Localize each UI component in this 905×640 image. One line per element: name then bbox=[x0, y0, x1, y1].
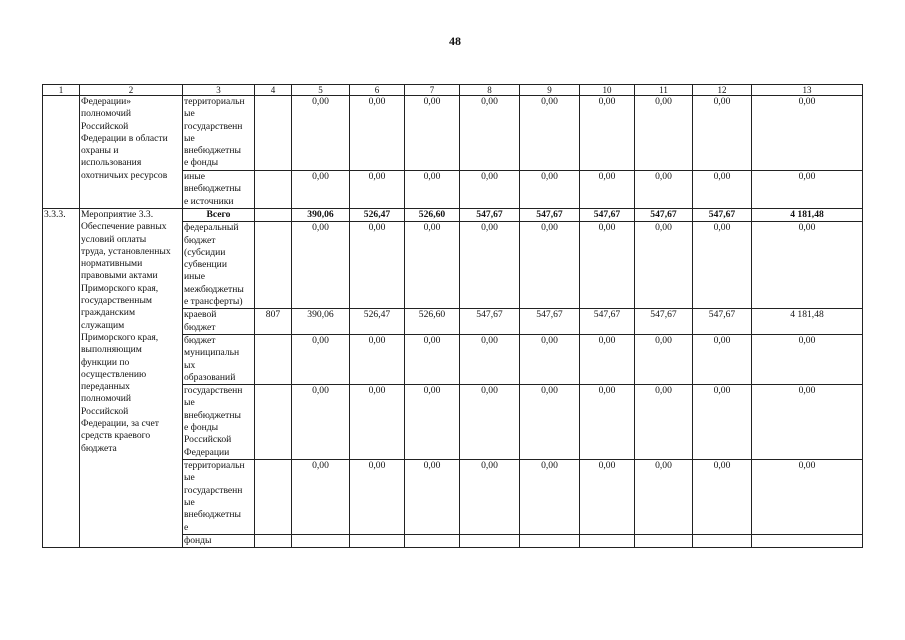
cell-text-line: бюджет bbox=[184, 234, 216, 246]
cell-text-line: государственн bbox=[184, 484, 243, 496]
value-cell bbox=[693, 535, 752, 548]
value-cell bbox=[292, 535, 350, 548]
value-cell: 390,06 bbox=[292, 209, 350, 222]
cell-text-line: ые bbox=[184, 108, 195, 120]
cell-text-line: государственн bbox=[184, 385, 243, 397]
funding-source-cell bbox=[183, 171, 255, 209]
cell-text-line: внебюджетны bbox=[184, 409, 241, 421]
cell-text-line: внебюджетны bbox=[184, 183, 241, 195]
value-cell: 0,00 bbox=[460, 171, 520, 209]
funding-source-cell bbox=[183, 535, 255, 548]
value-cell bbox=[520, 535, 580, 548]
value-cell: 0,00 bbox=[405, 171, 460, 209]
cell-text-line: Приморского края, bbox=[81, 331, 159, 343]
cell-text-line: бюджет bbox=[184, 321, 216, 333]
value-cell: 0,00 bbox=[405, 334, 460, 384]
cell-text-line: краевой bbox=[184, 309, 217, 321]
value-cell: 0,00 bbox=[752, 334, 863, 384]
funding-source-cell bbox=[183, 385, 255, 460]
column-number: 9 bbox=[520, 85, 580, 96]
code-cell bbox=[255, 222, 292, 309]
value-cell: 547,67 bbox=[693, 309, 752, 335]
measure-name-cell bbox=[80, 96, 183, 209]
value-cell: 547,67 bbox=[580, 309, 635, 335]
cell-text-line: территориальн bbox=[184, 96, 245, 107]
value-cell: 0,00 bbox=[580, 171, 635, 209]
value-cell: 0,00 bbox=[635, 96, 693, 171]
budget-table bbox=[42, 84, 863, 548]
value-cell: 526,47 bbox=[350, 209, 405, 222]
column-number: 12 bbox=[693, 85, 752, 96]
column-number: 4 bbox=[255, 85, 292, 96]
value-cell: 0,00 bbox=[460, 222, 520, 309]
cell-text-line: межбюджетны bbox=[184, 283, 244, 295]
value-cell: 547,67 bbox=[520, 309, 580, 335]
cell-text-line: е трансферты) bbox=[184, 296, 243, 308]
cell-text-line: Федерации, за счет bbox=[81, 418, 159, 430]
code-cell bbox=[255, 171, 292, 209]
value-cell: 0,00 bbox=[693, 385, 752, 460]
value-cell: 0,00 bbox=[292, 222, 350, 309]
cell-text-line: нормативными bbox=[81, 258, 143, 270]
value-cell bbox=[580, 535, 635, 548]
cell-text-line: служащим bbox=[81, 319, 125, 331]
value-cell: 0,00 bbox=[405, 96, 460, 171]
value-cell: 0,00 bbox=[693, 96, 752, 171]
value-cell: 0,00 bbox=[520, 96, 580, 171]
row-number-cell: 3.3.3. bbox=[43, 209, 80, 548]
cell-text-line: Российской bbox=[81, 120, 129, 132]
value-cell: 0,00 bbox=[520, 385, 580, 460]
cell-text-line: Федерации bbox=[184, 446, 230, 458]
value-cell: 0,00 bbox=[405, 222, 460, 309]
cell-text-line: иные bbox=[184, 171, 205, 182]
column-number: 2 bbox=[80, 85, 183, 96]
cell-text-line: средств краевого bbox=[81, 430, 151, 442]
cell-text-line: государственн bbox=[184, 120, 243, 132]
cell-text-line: е фонды bbox=[184, 157, 219, 169]
value-cell: 0,00 bbox=[350, 334, 405, 384]
cell-text-line: функции по bbox=[81, 356, 130, 368]
value-cell: 0,00 bbox=[580, 96, 635, 171]
value-cell bbox=[460, 535, 520, 548]
cell-text-line: переданных bbox=[81, 381, 130, 393]
value-cell: 4 181,48 bbox=[752, 209, 863, 222]
value-cell: 547,67 bbox=[693, 209, 752, 222]
value-cell: 0,00 bbox=[580, 334, 635, 384]
value-cell: 526,47 bbox=[350, 309, 405, 335]
cell-text-line: бюджета bbox=[81, 442, 117, 454]
funding-source-cell bbox=[183, 222, 255, 309]
cell-text-line: иные bbox=[184, 271, 205, 283]
cell-text-line: труда, установленных bbox=[81, 245, 171, 257]
value-cell: 0,00 bbox=[460, 334, 520, 384]
cell-text-line: охотничьих ресурсов bbox=[81, 169, 168, 181]
value-cell: 0,00 bbox=[292, 171, 350, 209]
value-cell: 526,60 bbox=[405, 309, 460, 335]
cell-text-line: ые bbox=[184, 497, 195, 509]
value-cell: 0,00 bbox=[635, 222, 693, 309]
cell-text-line: гражданским bbox=[81, 307, 136, 319]
value-cell: 0,00 bbox=[520, 171, 580, 209]
funding-source-cell bbox=[183, 209, 255, 222]
cell-text-line: Обеспечение равных bbox=[81, 221, 167, 233]
code-cell bbox=[255, 460, 292, 535]
cell-text-line: условий оплаты bbox=[81, 233, 147, 245]
table-row bbox=[43, 209, 863, 222]
value-cell bbox=[350, 535, 405, 548]
cell-text-line: бюджет bbox=[184, 334, 216, 346]
value-cell: 0,00 bbox=[635, 171, 693, 209]
code-cell bbox=[255, 334, 292, 384]
code-cell bbox=[255, 96, 292, 171]
value-cell bbox=[635, 535, 693, 548]
value-cell: 0,00 bbox=[693, 222, 752, 309]
cell-text-line: осуществлению bbox=[81, 368, 147, 380]
cell-text-line: ых bbox=[184, 359, 196, 371]
value-cell: 547,67 bbox=[635, 309, 693, 335]
cell-text-line: Российской bbox=[81, 405, 129, 417]
code-cell bbox=[255, 535, 292, 548]
cell-text-line: Российской bbox=[184, 434, 232, 446]
cell-text-line: внебюджетны bbox=[184, 509, 241, 521]
value-cell: 0,00 bbox=[635, 334, 693, 384]
value-cell: 547,67 bbox=[460, 309, 520, 335]
value-cell: 0,00 bbox=[580, 460, 635, 535]
value-cell: 0,00 bbox=[460, 385, 520, 460]
cell-text-line: Федерации» bbox=[81, 96, 132, 107]
column-number: 6 bbox=[350, 85, 405, 96]
value-cell: 0,00 bbox=[580, 385, 635, 460]
value-cell: 547,67 bbox=[635, 209, 693, 222]
cell-text-line: государственным bbox=[81, 295, 152, 307]
value-cell: 0,00 bbox=[752, 385, 863, 460]
value-cell: 0,00 bbox=[635, 385, 693, 460]
cell-text-line: территориальн bbox=[184, 460, 245, 472]
value-cell: 0,00 bbox=[350, 460, 405, 535]
row-number-cell bbox=[43, 96, 80, 209]
code-cell bbox=[255, 385, 292, 460]
value-cell: 0,00 bbox=[460, 460, 520, 535]
cell-text-line: субвенции bbox=[184, 259, 227, 271]
cell-text-line: (субсидии bbox=[184, 246, 226, 258]
funding-source-cell bbox=[183, 334, 255, 384]
page-number: 48 bbox=[449, 34, 461, 48]
cell-text-line: е bbox=[184, 521, 189, 533]
column-number: 5 bbox=[292, 85, 350, 96]
cell-text-line: образований bbox=[184, 371, 236, 383]
funding-source-cell bbox=[183, 460, 255, 535]
value-cell: 0,00 bbox=[520, 460, 580, 535]
value-cell: 0,00 bbox=[752, 460, 863, 535]
cell-text-line: Всего bbox=[206, 209, 231, 220]
cell-text-line: Мероприятие 3.3. bbox=[81, 209, 154, 220]
value-cell: 0,00 bbox=[292, 460, 350, 535]
value-cell: 390,06 bbox=[292, 309, 350, 335]
column-number: 8 bbox=[460, 85, 520, 96]
code-cell: 807 bbox=[255, 309, 292, 335]
value-cell: 547,67 bbox=[580, 209, 635, 222]
column-number: 3 bbox=[183, 85, 255, 96]
value-cell: 0,00 bbox=[693, 334, 752, 384]
cell-text-line: ые bbox=[184, 397, 195, 409]
cell-text-line: охраны и bbox=[81, 145, 119, 157]
cell-text-line: использования bbox=[81, 157, 142, 169]
funding-source-cell bbox=[183, 96, 255, 171]
value-cell: 0,00 bbox=[460, 96, 520, 171]
cell-text-line: ые bbox=[184, 472, 195, 484]
value-cell: 0,00 bbox=[520, 334, 580, 384]
value-cell: 0,00 bbox=[405, 385, 460, 460]
value-cell: 0,00 bbox=[635, 460, 693, 535]
value-cell: 0,00 bbox=[693, 460, 752, 535]
cell-text-line: муниципальн bbox=[184, 347, 240, 359]
cell-text-line: е источники bbox=[184, 195, 234, 207]
column-number-row bbox=[43, 85, 863, 96]
value-cell: 0,00 bbox=[520, 222, 580, 309]
cell-text-line: е фонды bbox=[184, 422, 219, 434]
value-cell: 0,00 bbox=[292, 385, 350, 460]
cell-text-line: фонды bbox=[184, 535, 212, 547]
code-cell bbox=[255, 209, 292, 222]
value-cell: 0,00 bbox=[350, 222, 405, 309]
value-cell: 0,00 bbox=[752, 96, 863, 171]
measure-name-cell bbox=[80, 209, 183, 548]
cell-text-line: Приморского края, bbox=[81, 282, 159, 294]
column-number: 10 bbox=[580, 85, 635, 96]
table-row bbox=[43, 96, 863, 171]
value-cell: 0,00 bbox=[350, 171, 405, 209]
value-cell: 547,67 bbox=[520, 209, 580, 222]
column-number: 1 bbox=[43, 85, 80, 96]
cell-text-line: полномочий bbox=[81, 393, 132, 405]
funding-source-cell bbox=[183, 309, 255, 335]
cell-text-line: полномочий bbox=[81, 108, 132, 120]
value-cell bbox=[752, 535, 863, 548]
value-cell: 0,00 bbox=[350, 385, 405, 460]
value-cell: 0,00 bbox=[580, 222, 635, 309]
column-number: 7 bbox=[405, 85, 460, 96]
value-cell: 526,60 bbox=[405, 209, 460, 222]
value-cell: 0,00 bbox=[292, 96, 350, 171]
cell-text-line: внебюджетны bbox=[184, 145, 241, 157]
cell-text-line: ые bbox=[184, 132, 195, 144]
value-cell: 0,00 bbox=[752, 171, 863, 209]
cell-text-line: Федерации в области bbox=[81, 132, 168, 144]
column-number: 11 bbox=[635, 85, 693, 96]
cell-text-line: правовыми актами bbox=[81, 270, 158, 282]
column-number: 13 bbox=[752, 85, 863, 96]
value-cell: 0,00 bbox=[405, 460, 460, 535]
value-cell: 0,00 bbox=[752, 222, 863, 309]
value-cell bbox=[405, 535, 460, 548]
value-cell: 0,00 bbox=[350, 96, 405, 171]
cell-text-line: выполняющим bbox=[81, 344, 142, 356]
value-cell: 0,00 bbox=[693, 171, 752, 209]
value-cell: 547,67 bbox=[460, 209, 520, 222]
value-cell: 4 181,48 bbox=[752, 309, 863, 335]
cell-text-line: федеральный bbox=[184, 222, 239, 234]
value-cell: 0,00 bbox=[292, 334, 350, 384]
